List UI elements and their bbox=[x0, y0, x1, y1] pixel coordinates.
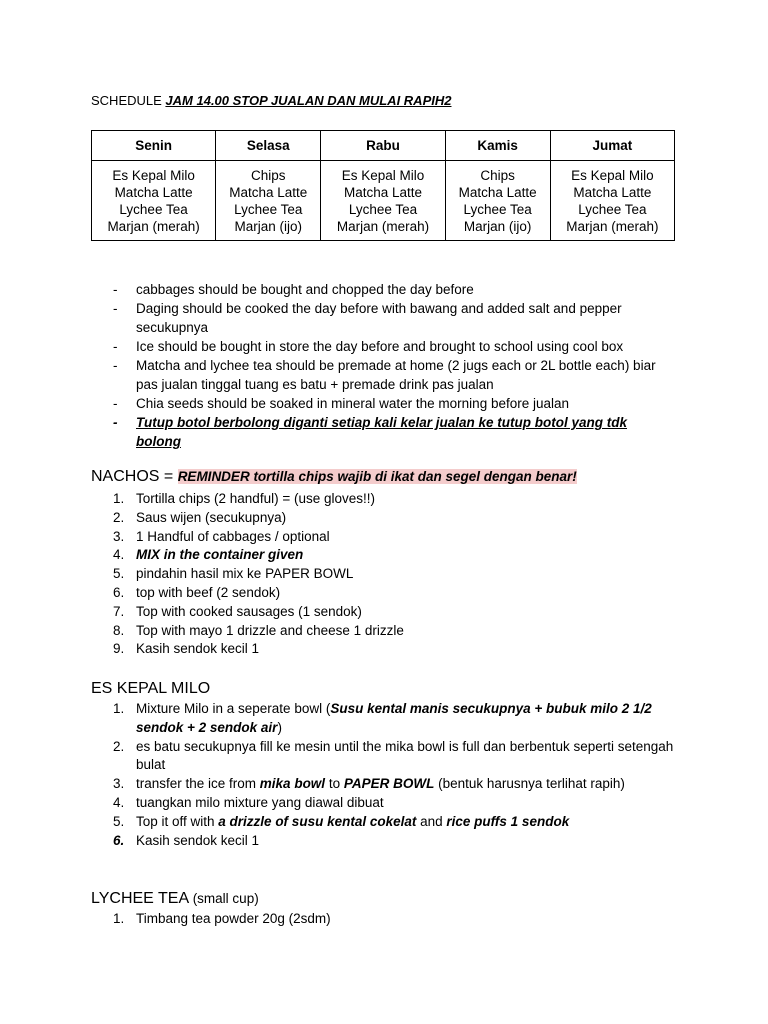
nachos-step: 1. Tortilla chips (2 handful) = (use gloves!!) bbox=[113, 491, 375, 506]
day-cell-senin bbox=[92, 161, 216, 241]
menu-item: Lychee Tea bbox=[348, 201, 418, 217]
menu-item: Es Kepal Milo bbox=[571, 167, 654, 183]
milo-heading: ES KEPAL MILO bbox=[91, 680, 211, 697]
day-header-rabu: Rabu bbox=[321, 131, 445, 161]
milo-steps bbox=[91, 700, 681, 850]
lychee-subtitle: (small cup) bbox=[192, 891, 259, 906]
menu-item: Chips bbox=[480, 167, 515, 183]
milo-step: 1. Mixture Milo in a seperate bowl (Susu kental manis secukupnya + bubuk milo 2 1/2 sendok + 2 sendok air) bbox=[113, 701, 652, 735]
lychee-title: LYCHEE TEA bbox=[91, 890, 189, 907]
lychee-heading bbox=[91, 890, 259, 908]
menu-item: Matcha Latte bbox=[573, 184, 652, 200]
nachos-step: 4. MIX in the container given bbox=[113, 547, 304, 563]
nachos-step: 2. Saus wijen (secukupnya) bbox=[113, 509, 287, 525]
day-header-senin: Senin bbox=[92, 131, 216, 161]
nachos-reminder: REMINDER tortilla chips wajib di ikat dan segel dengan benar! bbox=[177, 469, 577, 484]
menu-item: Lychee Tea bbox=[578, 201, 647, 217]
day-header-selasa: Selasa bbox=[216, 131, 321, 161]
lychee-steps bbox=[91, 910, 681, 929]
day-cell-jumat bbox=[550, 161, 674, 241]
day-cell-kamis bbox=[445, 161, 550, 241]
schedule-label: SCHEDULE bbox=[91, 93, 162, 108]
nachos-step: 6. top with beef (2 sendok) bbox=[113, 584, 281, 600]
day-cell-rabu bbox=[321, 161, 445, 241]
menu-item: Marjan (merah) bbox=[336, 218, 430, 234]
nachos-step: 7. Top with cooked sausages (1 sendok) bbox=[113, 603, 362, 619]
day-cell-selasa bbox=[216, 161, 321, 241]
menu-item: Lychee Tea bbox=[234, 201, 303, 217]
nachos-heading bbox=[91, 468, 577, 486]
schedule-items-row bbox=[92, 161, 675, 241]
schedule-emphasis: JAM 14.00 STOP JUALAN DAN MULAI RAPIH2 bbox=[165, 93, 452, 108]
note-item: - cabbages should be bought and chopped the day before bbox=[113, 280, 673, 299]
note-item: - Chia seeds should be soaked in mineral water the morning before jualan bbox=[113, 394, 673, 413]
menu-item: Marjan (merah) bbox=[566, 218, 659, 234]
milo-step: 5. Top it off with a drizzle of susu kental cokelat and rice puffs 1 sendok bbox=[113, 813, 570, 829]
menu-item: Lychee Tea bbox=[463, 201, 532, 217]
menu-item: Marjan (ijo) bbox=[463, 218, 532, 234]
menu-item: Matcha Latte bbox=[229, 184, 308, 200]
milo-step: 3. transfer the ice from mika bowl to PAPER BOWL (bentuk harusnya terlihat rapih) bbox=[113, 776, 625, 792]
milo-step: 4. tuangkan milo mixture yang diawal dibuat bbox=[113, 794, 384, 810]
note-item: - Matcha and lychee tea should be premade at home (2 jugs each or 2L bottle each) biar pas jualan tinggal tuang es batu + premade drink pas jualan bbox=[113, 356, 673, 394]
milo-step: 2. es batu secukupnya fill ke mesin until the mika bowl is full dan berbentuk seperti setengah bulat bbox=[113, 738, 674, 773]
nachos-step: 8. Top with mayo 1 drizzle and cheese 1 drizzle bbox=[113, 622, 404, 638]
nachos-title: NACHOS = bbox=[91, 468, 178, 485]
menu-item: Marjan (ijo) bbox=[234, 218, 303, 234]
nachos-step: 5. pindahin hasil mix ke PAPER BOWL bbox=[113, 566, 354, 582]
schedule-header-row bbox=[92, 131, 675, 161]
milo-step: 6. Kasih sendok kecil 1 bbox=[113, 832, 260, 848]
menu-item: Marjan (merah) bbox=[107, 218, 200, 234]
note-item: - Ice should be bought in store the day before and brought to school using cool box bbox=[113, 337, 673, 356]
menu-item: Chips bbox=[251, 167, 286, 183]
day-header-jumat: Jumat bbox=[550, 131, 674, 161]
menu-item: Matcha Latte bbox=[114, 184, 193, 200]
prep-notes-list bbox=[113, 280, 673, 451]
nachos-steps bbox=[91, 490, 681, 659]
note-item: - Daging should be cooked the day before with bawang and added salt and pepper secukupnya bbox=[113, 299, 673, 337]
nachos-step: 9. Kasih sendok kecil 1 bbox=[113, 641, 260, 657]
note-item-emphasis: - Tutup botol berbolong diganti setiap kali kelar jualan ke tutup botol yang tdk bolong bbox=[113, 413, 673, 451]
menu-item: Es Kepal Milo bbox=[341, 167, 425, 183]
menu-item: Matcha Latte bbox=[343, 184, 422, 200]
day-header-kamis: Kamis bbox=[445, 131, 550, 161]
menu-item: Lychee Tea bbox=[119, 201, 188, 217]
menu-item: Matcha Latte bbox=[458, 184, 537, 200]
schedule-table bbox=[91, 130, 675, 241]
schedule-heading bbox=[91, 93, 451, 108]
menu-item: Es Kepal Milo bbox=[112, 167, 195, 183]
nachos-step: 3. 1 Handful of cabbages / optional bbox=[113, 528, 330, 544]
lychee-step: 1. Timbang tea powder 20g (2sdm) bbox=[113, 911, 331, 926]
